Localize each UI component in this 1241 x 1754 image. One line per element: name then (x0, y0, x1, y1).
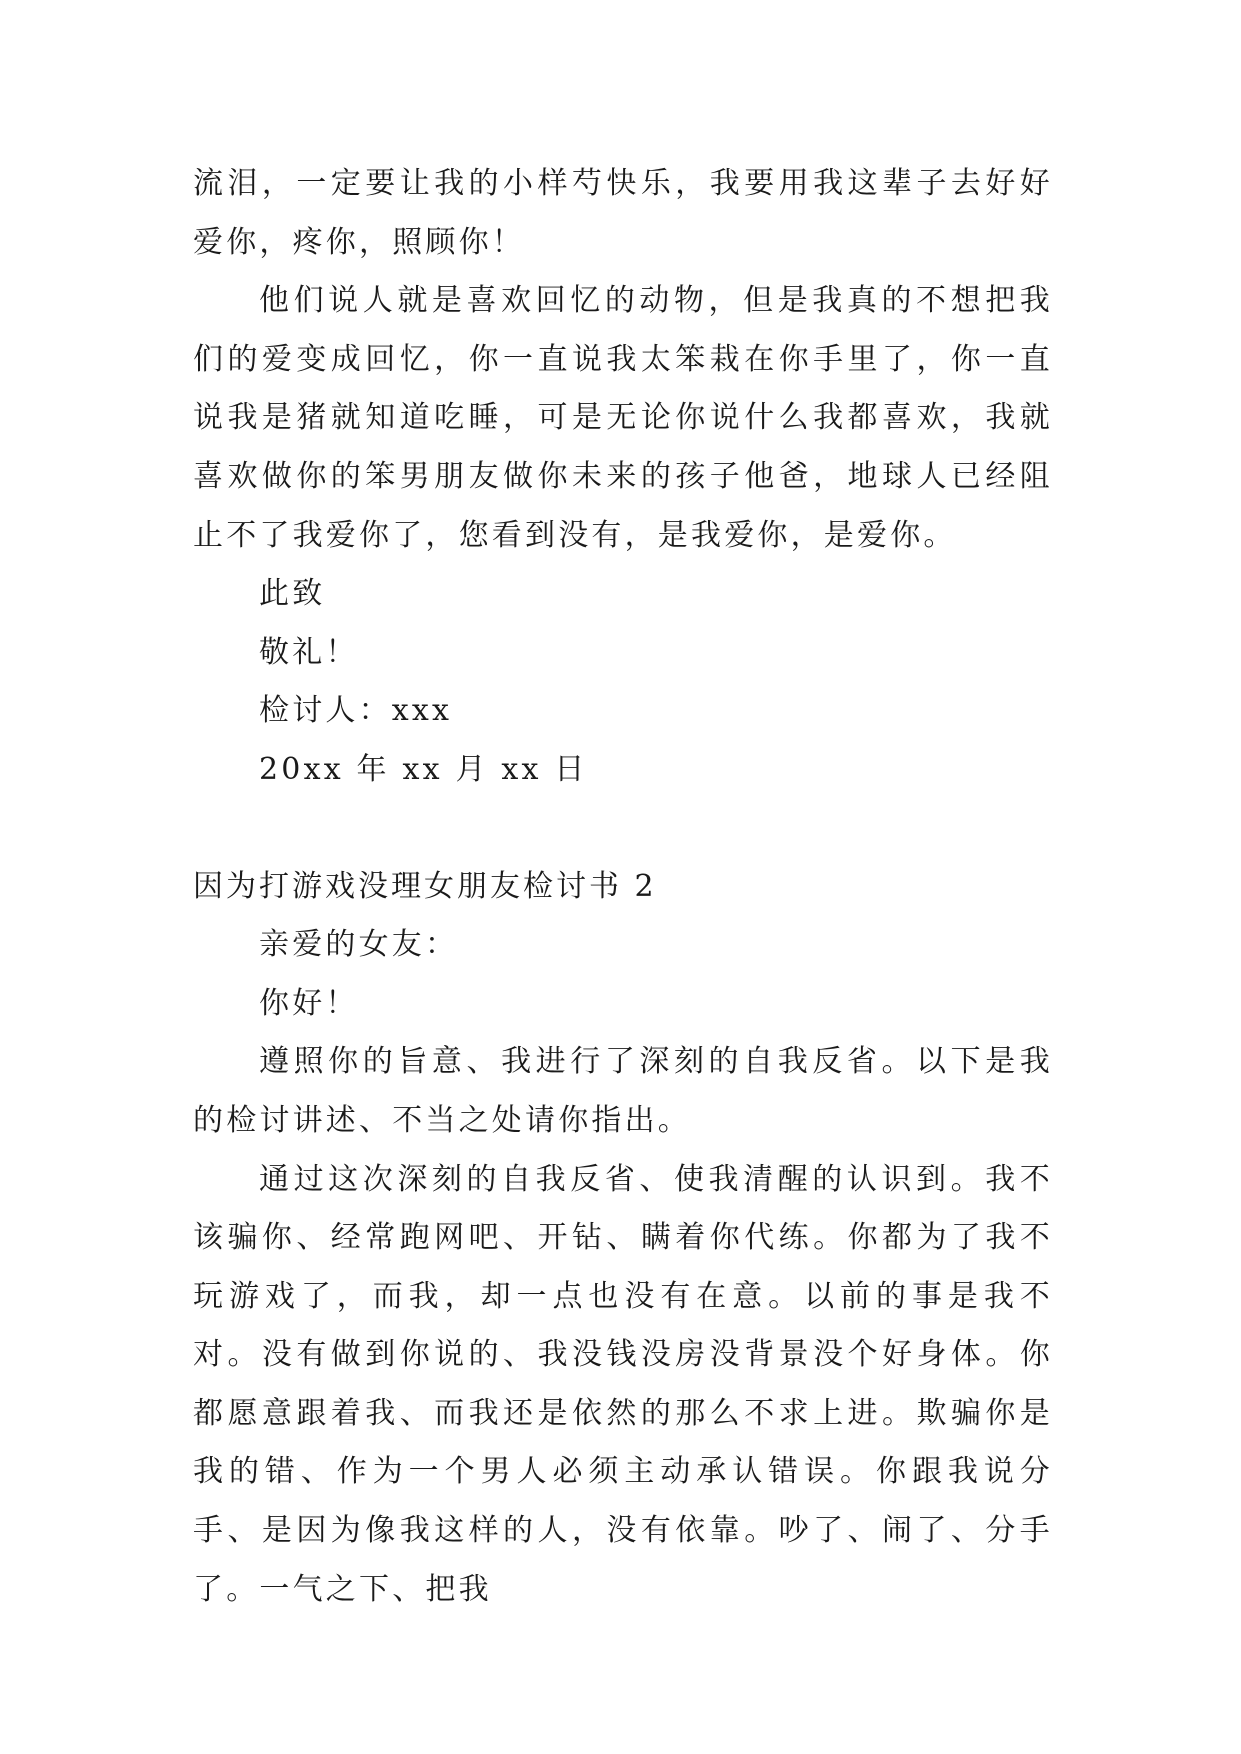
closing-date: 20xx 年 xx 月 xx 日 (259, 751, 588, 787)
section-spacer (193, 800, 1053, 858)
letter-greeting: 亲爱的女友： (259, 927, 459, 963)
closing-respect: 敬礼！ (259, 634, 359, 670)
document-body (193, 155, 1053, 1619)
paragraph-realization: 通过这次深刻的自我反省、使我清醒的认识到。我不该骗你、经常跑网吧、开钻、瞒着你代练。你都为了我不玩游戏了，而我，却一点也没有在意。以前的事是我不对。没有做到你说的、我没钱没房没背景没个好身体。你都愿意跟着我、而我还是依然的那么不求上进。欺骗你是我的错、作为一个男人必须主动承认错误。你跟我说分手、是因为像我这样的人，没有依靠。吵了、闹了、分手了。一气之下、把我 (193, 1161, 1053, 1607)
closing-signer: 检讨人：xxx (259, 693, 453, 729)
section-title: 因为打游戏没理女朋友检讨书 2 (193, 868, 657, 904)
paragraph-continued: 流泪，一定要让我的小样芍快乐，我要用我这辈子去好好爱你，疼你，照顾你！ (193, 166, 1053, 260)
letter-hello: 你好！ (259, 985, 359, 1021)
paragraph-reflection: 遵照你的旨意、我进行了深刻的自我反省。以下是我的检讨讲述、不当之处请你指出。 (193, 1044, 1053, 1138)
closing-salutation: 此致 (259, 576, 326, 612)
paragraph-memory: 他们说人就是喜欢回忆的动物，但是我真的不想把我们的爱变成回忆，你一直说我太笨栽在你手里了，你一直说我是猪就知道吃睡，可是无论你说什么我都喜欢，我就喜欢做你的笨男朋友做你未来的孩子他爸，地球人已经阻止不了我爱你了，您看到没有，是我爱你，是爱你。 (193, 283, 1053, 553)
